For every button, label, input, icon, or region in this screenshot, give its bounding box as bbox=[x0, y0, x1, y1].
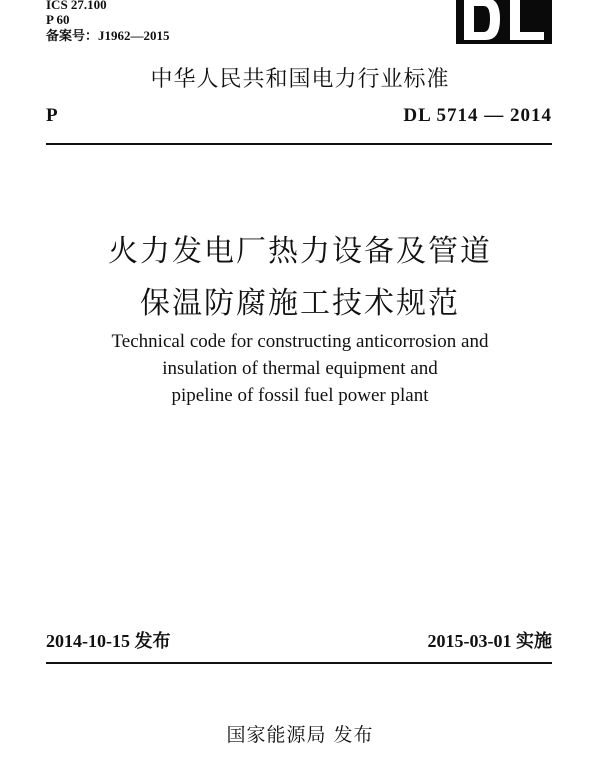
ics-code: ICS 27.100 bbox=[46, 0, 107, 12]
issue-date: 2014-10-15 发布 bbox=[46, 631, 171, 651]
bottom-divider bbox=[46, 662, 552, 664]
zh-title-line-2: 保温防腐施工技术规范 bbox=[140, 286, 460, 321]
category-letter: P bbox=[46, 105, 58, 126]
english-title-line-1: Technical code for constructing anticorrosion and bbox=[111, 331, 489, 352]
zh-title-line-1: 火力发电厂热力设备及管道 bbox=[108, 234, 492, 269]
english-title-line-3: pipeline of fossil fuel power plant bbox=[171, 385, 429, 406]
org-title: 中华人民共和国电力行业标准 bbox=[150, 67, 450, 92]
english-title bbox=[0, 328, 600, 409]
implementation-date: 2015-03-01 实施 bbox=[427, 631, 552, 651]
publisher: 国家能源局 发布 bbox=[226, 724, 374, 746]
dl-logo-mark bbox=[456, 0, 552, 44]
record-number: 备案号：J1962—2015 bbox=[46, 28, 170, 43]
category-code: P 60 bbox=[46, 12, 70, 27]
dl-logo bbox=[456, 0, 552, 44]
english-title-line-2: insulation of thermal equipment and bbox=[162, 358, 438, 379]
standard-number: DL 5714 — 2014 bbox=[403, 105, 552, 126]
top-divider bbox=[46, 143, 552, 145]
